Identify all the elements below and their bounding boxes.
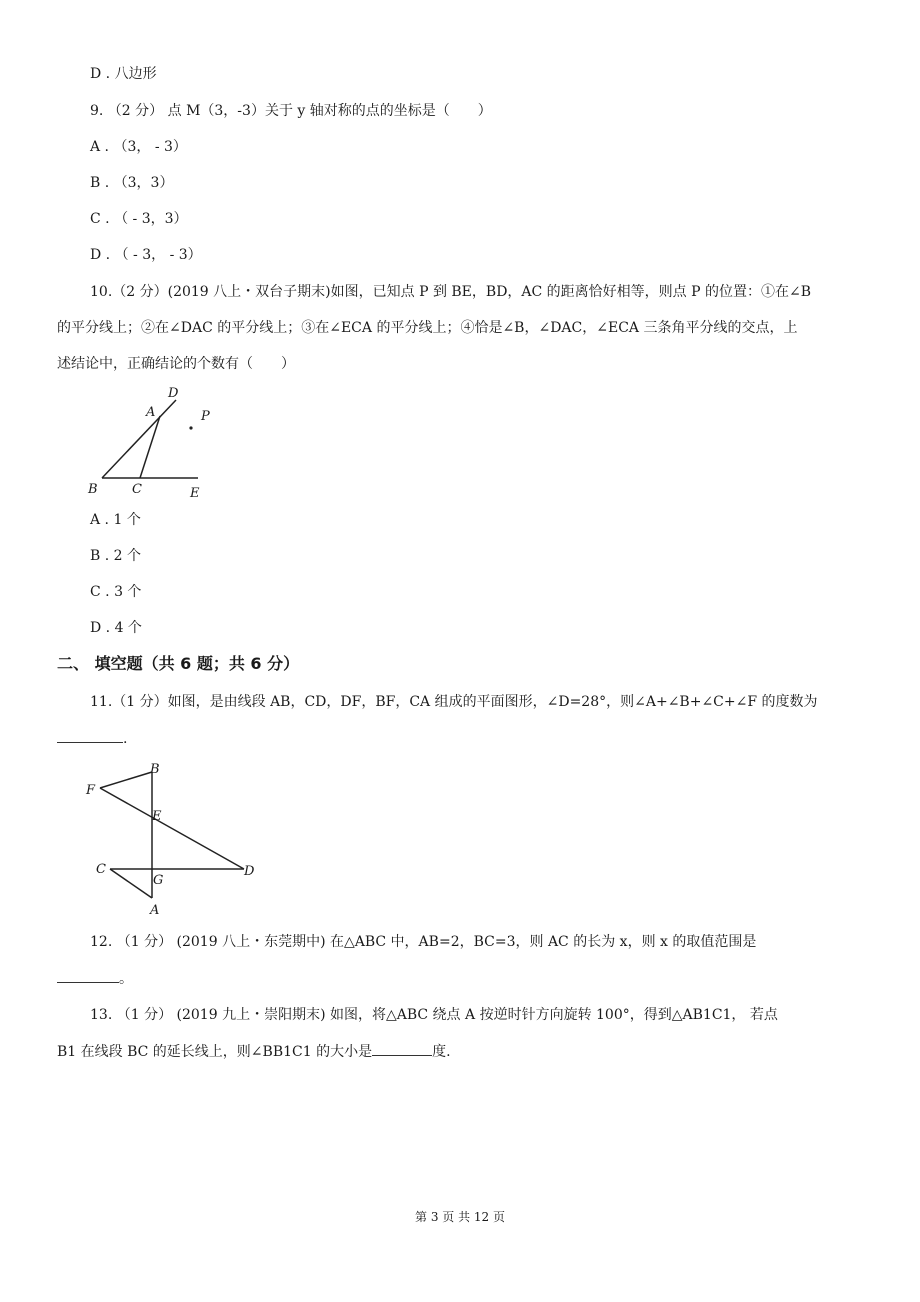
q11-label-c: C bbox=[96, 862, 106, 877]
q10-figure bbox=[80, 380, 220, 505]
q11-stem-line2 bbox=[57, 728, 127, 749]
q11-stem-line2-end: . bbox=[123, 731, 128, 747]
q12-answer-blank[interactable] bbox=[57, 968, 119, 983]
q11-label-f: F bbox=[86, 783, 96, 798]
q12-stem-line2 bbox=[57, 968, 133, 989]
q10-stem-line2: 的平分线上；②在∠DAC 的平分线上；③在∠ECA 的平分线上；④恰是∠B，∠DAC，∠ECA 三条角平分线的交点，上 bbox=[57, 320, 798, 336]
q10-label-a: A bbox=[146, 405, 156, 420]
q13-stem-line2-end: 度. bbox=[432, 1044, 451, 1060]
q8-option-d: D . 八边形 bbox=[90, 66, 157, 82]
q10-label-b: B bbox=[88, 482, 98, 497]
q10-label-p: P bbox=[201, 409, 210, 424]
q9-option-a: A . （3， - 3） bbox=[90, 139, 187, 155]
q12-stem-line2-end: 。 bbox=[119, 971, 133, 987]
q11-label-a: A bbox=[150, 903, 160, 918]
q9-option-d: D . （ - 3， - 3） bbox=[90, 247, 202, 263]
q10-option-c: C . 3 个 bbox=[90, 584, 142, 600]
q10-line-bd bbox=[102, 400, 176, 478]
q11-label-g: G bbox=[153, 873, 164, 888]
q11-label-e: E bbox=[152, 809, 162, 824]
q12-stem-line1: 12. （1 分） (2019 八上・东莞期中) 在△ABC 中，AB=2，BC=3，则 AC 的长为 x，则 x 的取值范围是 bbox=[90, 934, 757, 950]
q10-line-ac bbox=[140, 416, 160, 478]
q11-figure bbox=[80, 758, 270, 918]
q10-option-d: D . 4 个 bbox=[90, 620, 142, 636]
q10-stem-line1: 10.（2 分）(2019 八上・双台子期末)如图，已知点 P 到 BE，BD，AC 的距离恰好相等，则点 P 的位置：①在∠B bbox=[90, 284, 812, 300]
q13-stem-line2-start: B1 在线段 BC 的延长线上，则∠BB1C1 的大小是 bbox=[57, 1044, 373, 1060]
q10-stem-line3: 述结论中，正确结论的个数有（ ） bbox=[57, 356, 295, 372]
q13-stem-line2 bbox=[57, 1041, 451, 1062]
q10-option-b: B . 2 个 bbox=[90, 548, 141, 564]
q11-line-fb bbox=[100, 772, 152, 788]
q10-option-a: A . 1 个 bbox=[90, 512, 141, 528]
q11-line-ca bbox=[110, 869, 152, 898]
q10-label-e: E bbox=[190, 486, 200, 501]
q11-label-d: D bbox=[244, 864, 255, 879]
q10-label-c: C bbox=[132, 482, 142, 497]
page-footer: 第 3 页 共 12 页 bbox=[415, 1210, 505, 1224]
section2-title: 二、 填空题（共 6 题；共 6 分） bbox=[57, 654, 300, 673]
q11-answer-blank[interactable] bbox=[57, 728, 123, 743]
q9-stem: 9. （2 分） 点 M（3，-3）关于 y 轴对称的点的坐标是（ ） bbox=[90, 103, 492, 119]
q10-label-d: D bbox=[168, 386, 179, 401]
q11-stem-line1: 11.（1 分）如图，是由线段 AB，CD，DF，BF，CA 组成的平面图形，∠D=28°，则∠A+∠B+∠C+∠F 的度数为 bbox=[90, 694, 818, 710]
q10-point-p bbox=[189, 426, 192, 429]
q11-line-fd bbox=[100, 788, 244, 869]
q13-stem-line1: 13. （1 分） (2019 九上・崇阳期末) 如图，将△ABC 绕点 A 按逆时针方向旋转 100°，得到△AB1C1， 若点 bbox=[90, 1007, 778, 1023]
q9-option-c: C . （ - 3，3） bbox=[90, 211, 188, 227]
q9-option-b: B . （3，3） bbox=[90, 175, 174, 191]
q13-answer-blank[interactable] bbox=[372, 1041, 432, 1056]
q11-label-b: B bbox=[150, 762, 160, 777]
